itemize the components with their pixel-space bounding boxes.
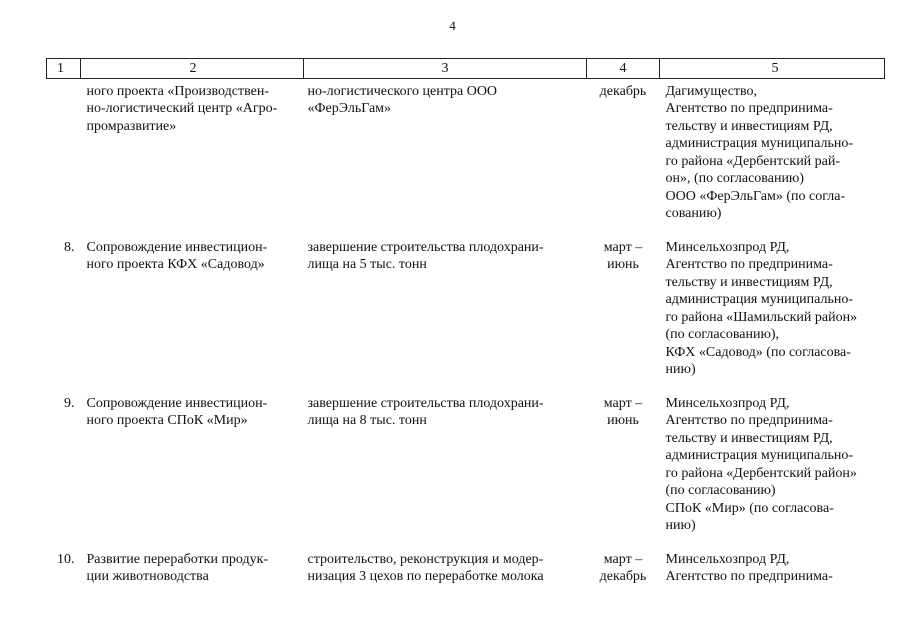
result-cell: завершение строительства плодохрани- лища на 5 тыс. тонн xyxy=(307,239,544,272)
measure-cell: Развитие переработки продук- ции животноводства xyxy=(86,551,269,584)
column-header-5: 5 xyxy=(660,59,885,79)
measure-cell: Сопровождение инвестицион- ного проекта КФХ «Садовод» xyxy=(86,239,268,272)
executors-cell: Минсельхозпрод РД, Агентство по предпринима- тельству и инвестициям РД, администрация муниципально- го района «Шамильский район» (по согласованию), КФХ «Садовод» (по согласова- нию) xyxy=(665,239,858,377)
executors-cell: Дагимущество, Агентство по предпринима- тельству и инвестициям РД, администрация муниципально- го района «Дербентский рай- он», (по согласованию) ООО «ФерЭльГам» (по согла- сованию) xyxy=(665,83,853,221)
row-number: 10. xyxy=(57,551,75,567)
table-row xyxy=(47,535,885,586)
row-number xyxy=(47,78,81,223)
measure-cell: ного проекта «Производствен- но-логистический центр «Агро- промразвитие» xyxy=(86,83,278,134)
term-cell: март – декабрь xyxy=(599,551,647,584)
term-cell: март – июнь xyxy=(603,239,643,272)
column-header-4: 4 xyxy=(587,59,660,79)
executors-cell: Минсельхозпрод РД, Агентство по предпринима- xyxy=(665,551,833,584)
row-number: 9. xyxy=(64,395,75,411)
column-header-1: 1 xyxy=(47,59,81,79)
result-cell: строительство, реконструкция и модер- низация 3 цехов по переработке молока xyxy=(307,551,544,584)
measures-table xyxy=(46,58,885,586)
executors-cell: Минсельхозпрод РД, Агентство по предпринима- тельству и инвестициям РД, администрация муниципально- го района «Дербентский район» (по согласованию) СПоК «Мир» (по согласова- нию) xyxy=(665,395,857,533)
result-cell: завершение строительства плодохрани- лища на 8 тыс. тонн xyxy=(307,395,544,428)
column-header-3: 3 xyxy=(304,59,587,79)
table-row xyxy=(47,223,885,379)
term-cell: март – июнь xyxy=(603,395,643,428)
table-row xyxy=(47,78,885,223)
page-number: 4 xyxy=(449,18,456,33)
measure-cell: Сопровождение инвестицион- ного проекта СПоК «Мир» xyxy=(86,395,268,428)
result-cell: но-логистического центра ООО «ФерЭльГам» xyxy=(307,83,498,116)
term-cell: декабрь xyxy=(599,83,647,99)
column-header-2: 2 xyxy=(81,59,304,79)
table-row xyxy=(47,379,885,535)
row-number: 8. xyxy=(64,239,75,255)
column-number-row xyxy=(47,59,885,79)
